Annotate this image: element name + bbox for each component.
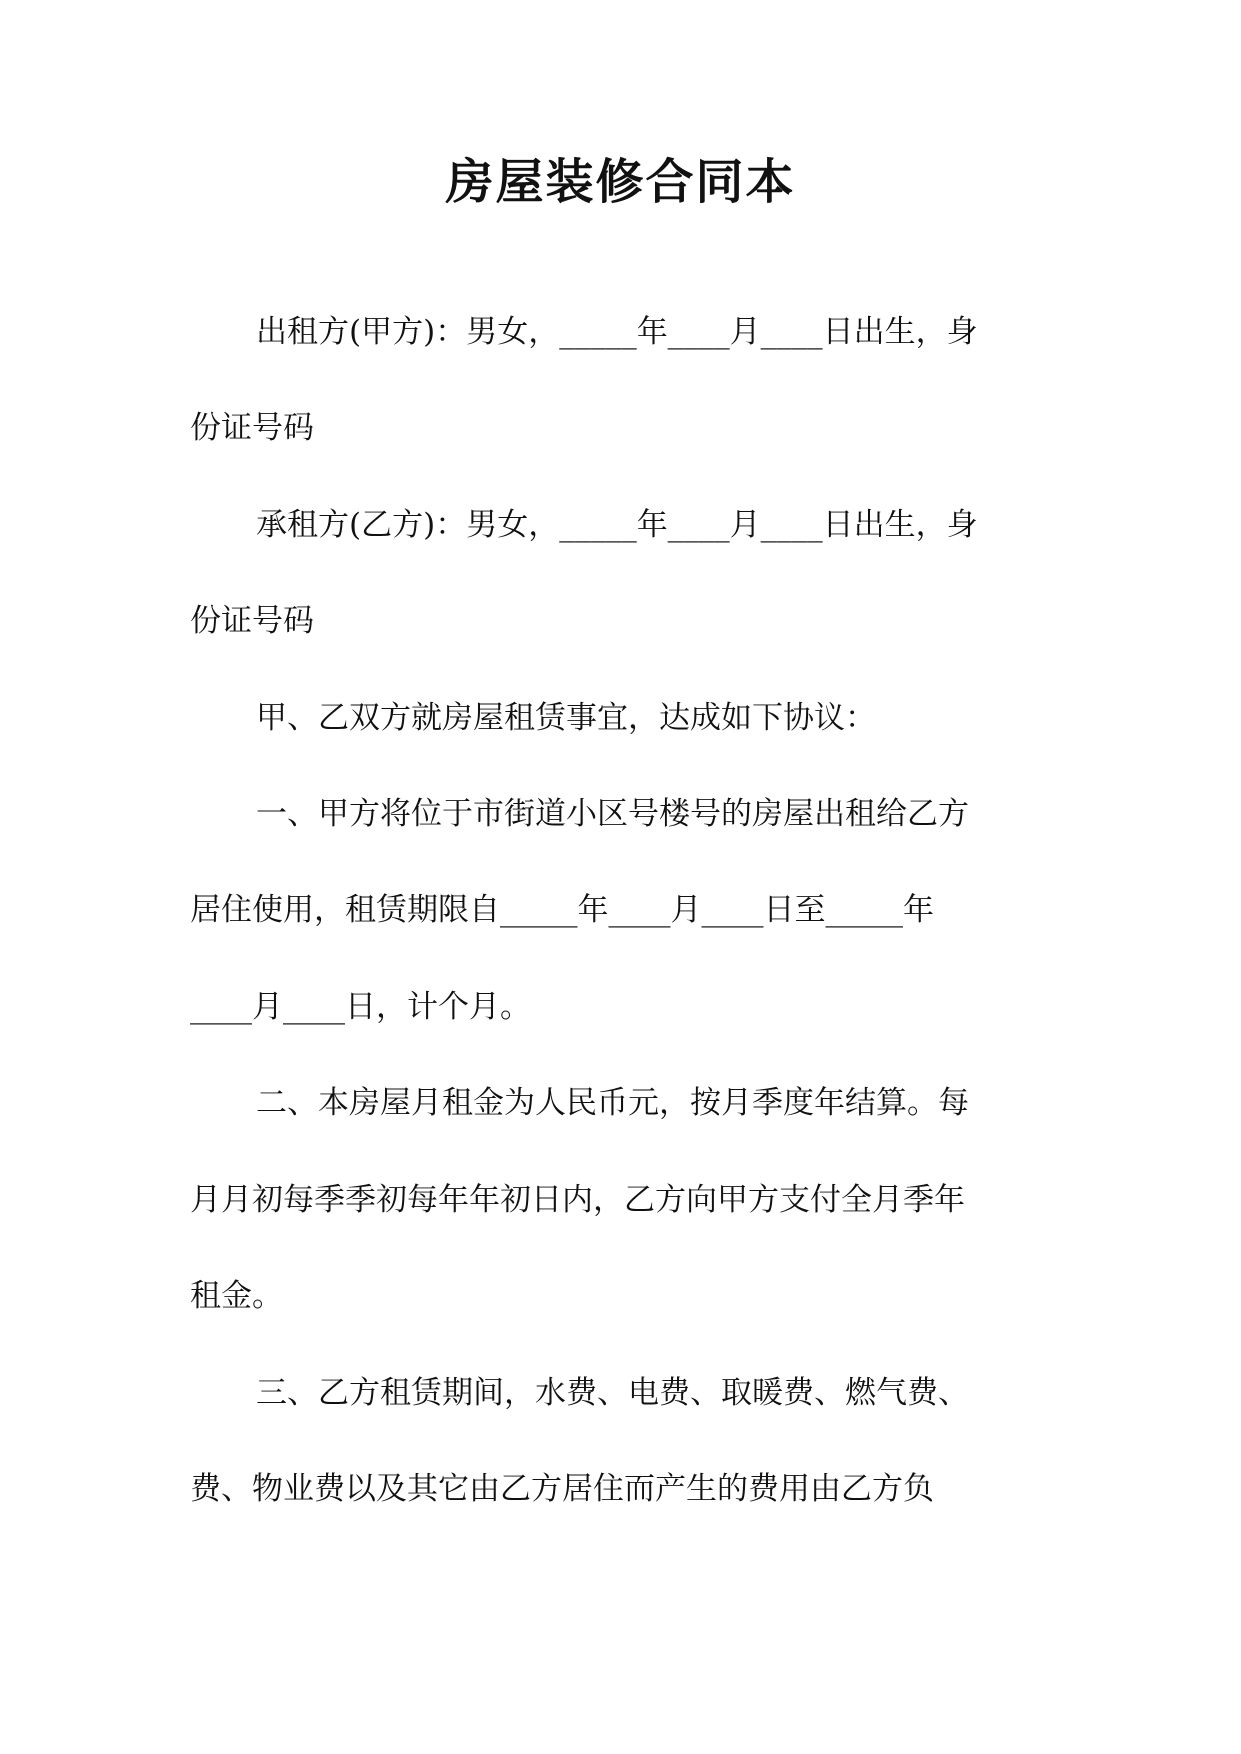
paragraph-lessor-line-1: 出租方(甲方)：男女，_____年____月____日出生，身: [256, 314, 978, 350]
clause-2-line-3: 租金。: [190, 1278, 283, 1314]
clause-3-line-1: 三、乙方租赁期间，水费、电费、取暖费、燃气费、: [256, 1375, 969, 1411]
paragraph-lessee-line-2: 份证号码: [190, 603, 314, 639]
clause-2-line-2: 月月初每季季初每年年初日内，乙方向甲方支付全月季年: [190, 1182, 965, 1218]
clause-1-line-1: 一、甲方将位于市街道小区号楼号的房屋出租给乙方: [256, 796, 969, 832]
clause-2-line-1: 二、本房屋月租金为人民币元，按月季度年结算。每: [256, 1085, 969, 1121]
clause-1-line-3: ____月____日，计个月。: [190, 989, 531, 1025]
paragraph-agreement-intro: 甲、乙双方就房屋租赁事宜，达成如下协议：: [256, 700, 876, 736]
clause-1-line-2: 居住使用，租赁期限自_____年____月____日至_____年: [190, 892, 934, 928]
paragraph-lessee-line-1: 承租方(乙方)：男女，_____年____月____日出生，身: [256, 507, 978, 543]
clause-3-line-2: 费、物业费以及其它由乙方居住而产生的费用由乙方负: [190, 1471, 934, 1507]
paragraph-lessor-line-2: 份证号码: [190, 410, 314, 446]
document-title: 房屋装修合同本: [445, 154, 796, 210]
